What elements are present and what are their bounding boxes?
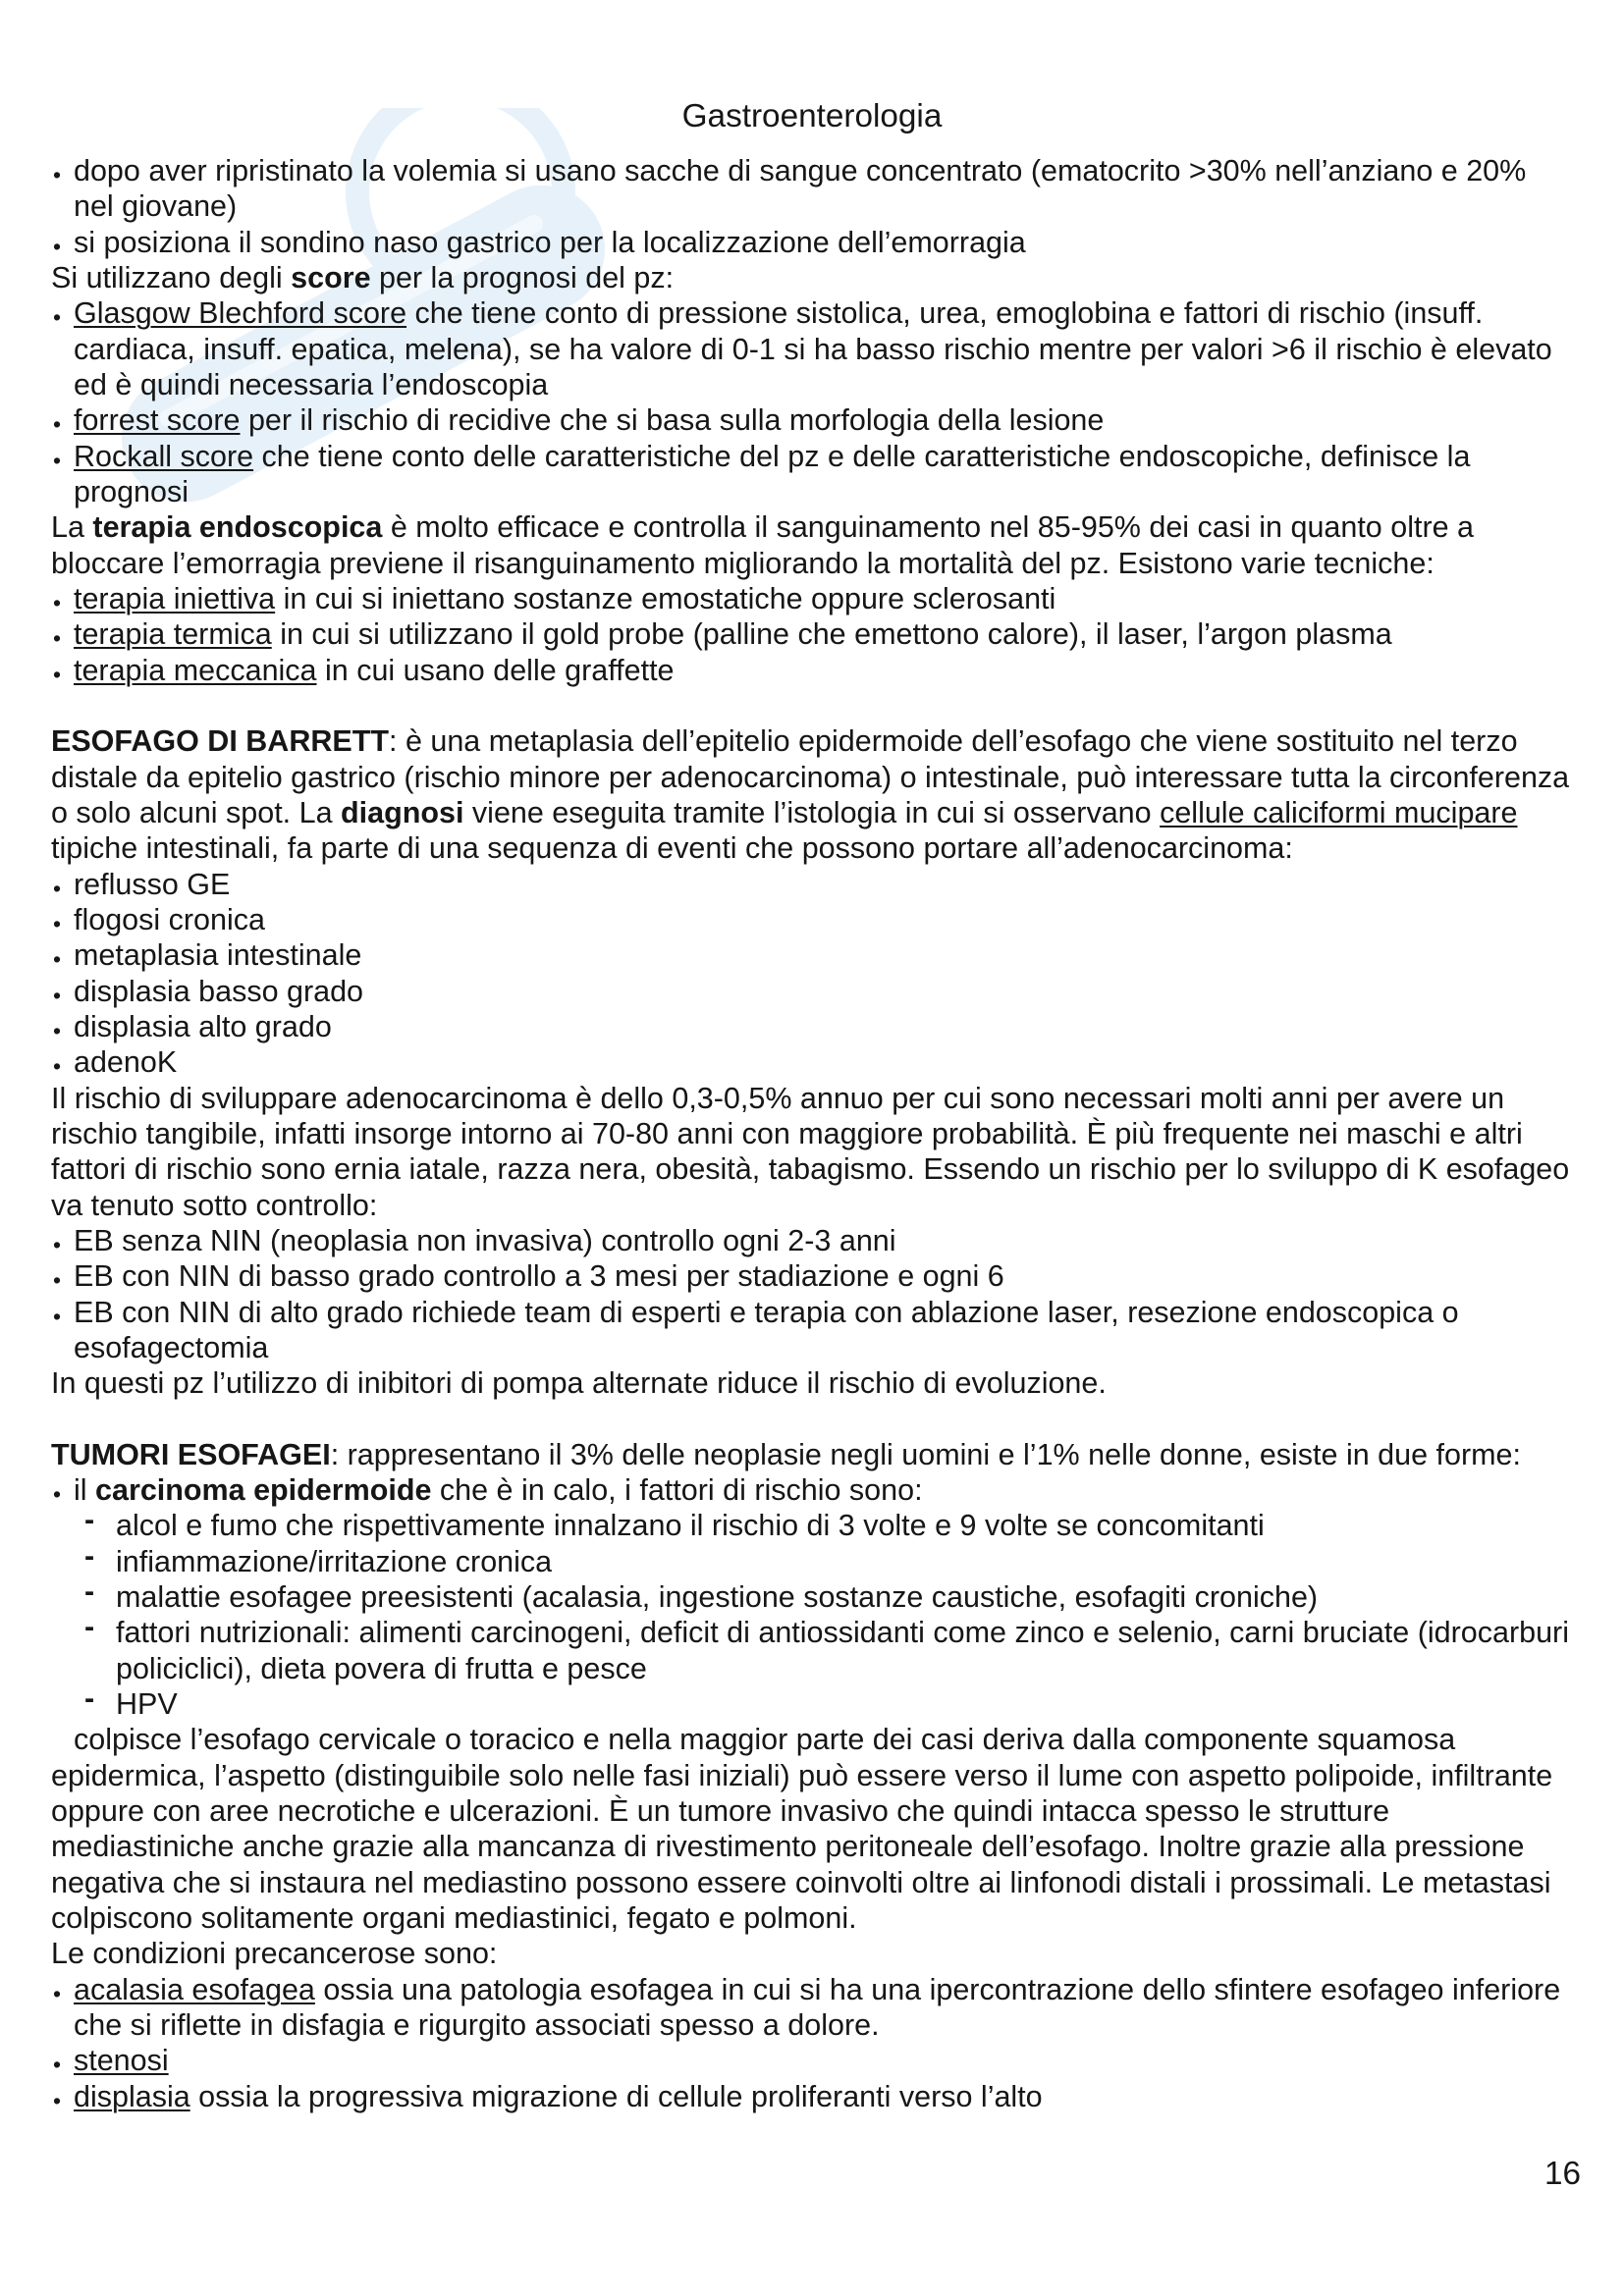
list-item-line <box>0 581 1624 616</box>
text-run: ossia la progressiva migrazione di cellule proliferanti verso l’alto <box>189 2079 1043 2113</box>
text-run: epidermica, l’aspetto (distinguibile solo nelle fasi iniziali) può essere verso il lume con aspetto polipoide, infiltrante <box>51 1758 1553 1792</box>
text-run: mediastiniche anche grazie alla mancanza di rivestimento peritoneale dell’esofago. Inoltre grazie alla pressione <box>51 1830 1525 1864</box>
text-run: reflusso GE <box>74 867 231 901</box>
bullet-marker: • <box>53 946 62 973</box>
document-section <box>0 153 1624 688</box>
text-run: colpiscono solitamente organi mediastinici, fegato e polmoni. <box>51 1901 857 1936</box>
page-header-title: Gastroenterologia <box>681 98 943 134</box>
text-run: La <box>51 510 93 545</box>
text-run: : rappresentano il 3% delle neoplasie negli uomini e l’1% nelle donne, esiste in due forme: <box>330 1437 1521 1471</box>
paragraph-line <box>0 1151 1624 1187</box>
text-run: che tiene conto di pressione sistolica, urea, emoglobina e fattori di rischio (insuff. <box>406 296 1484 331</box>
bold-text: diagnosi <box>341 795 464 829</box>
text-run: In questi pz l’utilizzo di inibitori di pompa alternate riduce il rischio di evoluzione. <box>51 1366 1107 1401</box>
text-run: Si utilizzano degli <box>51 260 292 294</box>
text-run: Le condizioni precancerose sono: <box>51 1937 498 1971</box>
text-run: rischio tangibile, infatti insorge intorno ai 70-80 anni con maggiore probabilità. È più frequente nei maschi e altri <box>51 1116 1523 1150</box>
bold-text: score <box>291 260 371 294</box>
text-run: che tiene conto delle caratteristiche del pz e delle caratteristiche endoscopiche, definisce la <box>253 439 1471 473</box>
text-run: EB con NIN di alto grado richiede team di esperti e terapia con ablazione laser, resezione endoscopica o <box>74 1295 1459 1329</box>
list-item-line <box>0 1044 1624 1080</box>
bullet-marker: • <box>53 1980 62 2006</box>
bold-text: terapia endoscopica <box>92 510 383 545</box>
bullet-marker: • <box>53 1053 62 1080</box>
text-run: prognosi <box>74 474 189 508</box>
list-item-line <box>0 653 1624 688</box>
underlined-term: Glasgow Blechford score <box>74 296 407 331</box>
text-run: esofagectomia <box>74 1330 269 1364</box>
list-item-line <box>0 402 1624 438</box>
list-item-line <box>0 439 1624 474</box>
text-run: in cui si utilizzano il gold probe (palline che emettono calore), il laser, l’argon plasma <box>271 617 1392 652</box>
bullet-marker: • <box>53 2052 62 2078</box>
text-run: displasia basso grado <box>74 974 364 1008</box>
text-run: : è una metaplasia dell’epitelio epidermoide dell’esofago che viene sostituito nel terzo <box>389 724 1518 759</box>
paragraph-line <box>0 1365 1624 1401</box>
list-item-line <box>0 295 1624 331</box>
bullet-marker: • <box>53 1231 62 1257</box>
list-continuation-line <box>0 1722 1624 1757</box>
bold-text: carcinoma epidermoide <box>95 1473 432 1508</box>
underlined-term: displasia <box>74 2079 190 2113</box>
text-run: distale da epitelio gastrico (rischio minore per adenocarcinoma) o intestinale, può interessare tutta la circonferenza <box>51 760 1570 794</box>
text-run: Il rischio di sviluppare adenocarcinoma è dello 0,3-0,5% annuo per cui sono necessari molti anni per avere un <box>51 1081 1505 1115</box>
text-run: ed è quindi necessaria l’endoscopia <box>74 367 549 401</box>
text-run: oppure con aree necrotiche e ulcerazioni. È un tumore invasivo che quindi intacca spesso le strutture <box>51 1794 1390 1829</box>
dash-marker: - <box>84 1610 95 1644</box>
text-run: nel giovane) <box>74 189 238 224</box>
list-continuation-line <box>0 367 1624 402</box>
paragraph-line <box>0 1188 1624 1223</box>
underlined-term: forrest score <box>74 403 241 438</box>
text-run: tipiche intestinali, fa parte di una sequenza di eventi che possono portare all’adenocarcinoma: <box>51 831 1293 866</box>
list-item-line <box>0 1472 1624 1508</box>
text-run: cardiaca, insuff. epatica, melena), se ha valore di 0-1 si ha basso rischio mentre per valori >6 il rischio è elevato <box>74 332 1552 366</box>
text-run: flogosi cronica <box>74 902 265 936</box>
dash-marker: - <box>84 1503 95 1537</box>
list-item-line <box>0 1503 1624 1543</box>
bullet-marker: • <box>53 2087 62 2113</box>
text-run: fattori nutrizionali: alimenti carcinogeni, deficit di antiossidanti come zinco e selenio, carni bruciate (idrocarburi <box>116 1616 1569 1650</box>
page-number: 16 <box>1543 2156 1581 2192</box>
bullet-marker: • <box>53 1267 62 1294</box>
document-section <box>0 1437 1624 2114</box>
paragraph-line <box>0 260 1624 295</box>
list-continuation-line <box>0 1651 1624 1686</box>
paragraph-line <box>0 1900 1624 1936</box>
list-item-line <box>0 1575 1624 1615</box>
list-item-line <box>0 867 1624 902</box>
text-run: fattori di rischio sono ernia iatale, razza nera, obesità, tabagismo. Essendo un rischio per lo sviluppo di K esofageo <box>51 1152 1570 1187</box>
text-run: si posiziona il sondino naso gastrico per la localizzazione dell’emorragia <box>74 225 1026 259</box>
text-run: dopo aver ripristinato la volemia si usano sacche di sangue concentrato (ematocrito >30% nell’anziano e 20% <box>74 154 1527 187</box>
document-section <box>0 723 1624 1401</box>
list-continuation-line <box>0 188 1624 224</box>
list-item-line <box>0 974 1624 1009</box>
paragraph-line <box>0 1793 1624 1829</box>
text-run: EB senza NIN (neoplasia non invasiva) controllo ogni 2-3 anni <box>74 1223 896 1257</box>
paragraph-line <box>0 1081 1624 1116</box>
paragraph-line <box>0 830 1624 866</box>
list-item-line <box>0 1258 1624 1294</box>
text-run: che è in calo, i fattori di rischio sono: <box>431 1473 923 1508</box>
paragraph-line <box>0 1829 1624 1864</box>
bullet-marker: • <box>53 1303 62 1329</box>
text-run: per la prognosi del pz: <box>370 260 675 294</box>
bullet-marker: • <box>53 233 62 259</box>
paragraph-line <box>0 723 1624 759</box>
paragraph-line <box>0 509 1624 545</box>
list-item-line <box>0 1682 1624 1722</box>
text-run: colpisce l’esofago cervicale o toracico e nella maggior parte dei casi deriva dalla componente squamosa <box>74 1723 1456 1757</box>
bullet-marker: • <box>53 162 62 187</box>
text-run: il <box>74 1473 96 1508</box>
list-item-line <box>0 2079 1624 2114</box>
text-run: o solo alcuni spot. La <box>51 795 342 829</box>
dash-marker: - <box>84 1682 95 1716</box>
list-continuation-line <box>0 332 1624 367</box>
paragraph-line <box>0 1758 1624 1793</box>
underlined-term: cellule caliciformi mucipare <box>1160 795 1518 829</box>
paragraph-line <box>0 546 1624 581</box>
bullet-marker: • <box>53 589 62 615</box>
bullet-marker: • <box>53 411 62 438</box>
paragraph-line <box>0 1865 1624 1900</box>
list-continuation-line <box>0 474 1624 509</box>
list-item-line <box>0 616 1624 652</box>
bullet-marker: • <box>53 447 62 473</box>
text-run: bloccare l’emorragia previene il risanguinamento migliorando la mortalità del pz. Esistono varie tecniche: <box>51 546 1435 580</box>
underlined-term: stenosi <box>74 2044 169 2078</box>
text-run: che si riflette in disfagia e rigurgito associati spesso a dolore. <box>74 2008 880 2043</box>
bold-text: TUMORI ESOFAGEI <box>51 1437 331 1471</box>
bullet-marker: • <box>53 1481 62 1508</box>
text-run: alcol e fumo che rispettivamente innalzano il rischio di 3 volte e 9 volte se concomitanti <box>116 1509 1265 1543</box>
list-continuation-line <box>0 2007 1624 2043</box>
bold-text: ESOFAGO DI BARRETT <box>51 724 389 759</box>
document-body <box>0 153 1624 2114</box>
list-item-line <box>0 1295 1624 1330</box>
list-item-line <box>0 1009 1624 1044</box>
bullet-marker: • <box>53 875 62 901</box>
list-item-line <box>0 1223 1624 1258</box>
text-run: viene eseguita tramite l’istologia in cui si osservano <box>463 795 1161 829</box>
underlined-term: terapia iniettiva <box>74 581 276 615</box>
list-item-line <box>0 2043 1624 2078</box>
bullet-marker: • <box>53 304 62 331</box>
paragraph-line <box>0 1936 1624 1971</box>
text-run: è molto efficace e controlla il sanguinamento nel 85-95% dei casi in quanto oltre a <box>382 510 1475 545</box>
text-run: infiammazione/irritazione cronica <box>116 1544 553 1578</box>
list-item-line <box>0 1610 1624 1650</box>
list-item-line <box>0 1972 1624 2007</box>
dash-marker: - <box>84 1575 95 1609</box>
list-item-line <box>0 1538 1624 1579</box>
bullet-marker: • <box>53 625 62 652</box>
paragraph-line <box>0 1437 1624 1472</box>
bullet-marker: • <box>53 982 62 1008</box>
bullet-marker: • <box>53 661 62 687</box>
text-run: displasia alto grado <box>74 1009 332 1043</box>
underlined-term: terapia termica <box>74 617 272 652</box>
text-run: per il rischio di recidive che si basa sulla morfologia della lesione <box>240 403 1105 438</box>
list-item-line <box>0 153 1624 188</box>
text-run: ossia una patologia esofagea in cui si ha una ipercontrazione dello sfintere esofageo inferiore <box>314 1972 1561 2006</box>
text-run: metaplasia intestinale <box>74 938 362 973</box>
paragraph-line <box>0 760 1624 795</box>
text-run: negativa che si instaura nel mediastino possono essere coinvolti oltre ai linfonodi distali i prossimali. Le metastasi <box>51 1865 1551 1899</box>
underlined-term: terapia meccanica <box>74 653 317 687</box>
list-item-line <box>0 937 1624 973</box>
text-run: EB con NIN di basso grado controllo a 3 mesi per stadiazione e ogni 6 <box>74 1259 1004 1294</box>
text-run: adenoK <box>74 1045 178 1080</box>
bullet-marker: • <box>53 1017 62 1043</box>
underlined-term: Rockall score <box>74 439 254 473</box>
dash-marker: - <box>84 1538 95 1573</box>
list-continuation-line <box>0 1330 1624 1365</box>
text-run: policiclici), dieta povera di frutta e pesce <box>116 1651 647 1685</box>
text-run: in cui si iniettano sostanze emostatiche oppure sclerosanti <box>275 581 1056 615</box>
list-item-line <box>0 902 1624 937</box>
underlined-term: acalasia esofagea <box>74 1972 315 2006</box>
text-run: malattie esofagee preesistenti (acalasia, ingestione sostanze caustiche, esofagiti croniche) <box>116 1580 1319 1615</box>
text-run: in cui usano delle graffette <box>316 653 675 687</box>
paragraph-line <box>0 795 1624 830</box>
paragraph-line <box>0 1116 1624 1151</box>
list-item-line <box>0 225 1624 260</box>
text-run: va tenuto sotto controllo: <box>51 1188 378 1222</box>
text-run: HPV <box>116 1687 178 1722</box>
bullet-marker: • <box>53 910 62 936</box>
